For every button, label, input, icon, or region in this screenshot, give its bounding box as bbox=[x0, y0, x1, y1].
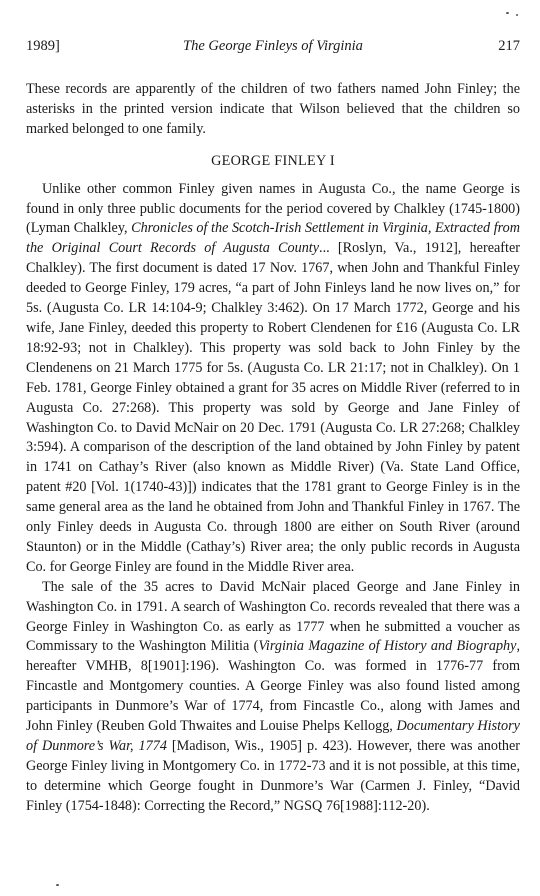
paragraph-text: Unlike other common Finley given names in Augusta Co., the name George is found in only three public documents for the period covered by Chalkley (1745-1800) (Lyman Chalkley, bbox=[26, 180, 520, 237]
book-page bbox=[26, 38, 520, 817]
page-number: 217 bbox=[498, 38, 520, 54]
body-text bbox=[26, 80, 520, 817]
scan-speck bbox=[516, 14, 518, 16]
paragraph-washington-county bbox=[26, 578, 520, 817]
intro-paragraph: These records are apparently of the children of two fathers named John Finley; the asterisks in the printed version indicate that Wilson believed that the children so marked belonged to one family. bbox=[26, 81, 520, 137]
paragraph-text: The sale of the 35 acres to David McNair placed George and Jane Finley in Washington Co. in 1791. A search of Washington Co. records revealed that there was a George Finley in Washington Co. as early as 1777 when he submitted a voucher as Commissary to the Washington Militia ( bbox=[26, 578, 520, 655]
scan-speck bbox=[56, 884, 59, 886]
running-head-title: The George Finleys of Virginia bbox=[183, 38, 363, 54]
citation-title: Documentary History of Dunmore’s War, 1774 bbox=[26, 718, 520, 754]
running-head bbox=[26, 38, 520, 60]
running-head-year: 1989] bbox=[26, 38, 60, 54]
paragraph-text: [Madison, Wis., 1905] p. 423). However, there was another George Finley living in Montgomery Co. in 1772-73 and it is not possible, at this time, to determine which George fought in Dunmore’s War (Carmen J. Finley, “David Finley (1754-1848): Correcting the Record,” NGSQ 76[1988]:112-20). bbox=[26, 738, 521, 814]
citation-title: Chronicles of the Scotch-Irish Settlement in Virginia, Extracted from the Original Court Records of Augusta County bbox=[26, 220, 520, 257]
scan-speck bbox=[506, 12, 509, 14]
paragraph-text: ... [Roslyn, Va., 1912], hereafter Chalkley). The first document is dated 17 Nov. 1767, when John and Thankful Finley deeded to George Finley, 179 acres, “a part of John Finleys land he now lives on,” for 5s. (Augusta Co. LR 14:104-9; Chalkley 3:462). On 17 March 1772, George and his wife, Jane Finley, deeded this property to Robert Clendenen for £16 (Augusta Co. LR 18:92-93; not in Chalkley). This property was sold back to John Finley by the Clendenens on 21 March 1775 for 5s. (Augusta Co. LR 21:17; not in Chalkley). On 1 Feb. 1781, George Finley obtained a grant for 35 acres on Middle River (referred to in Augusta Co. 27:268). This property was sold by George and Jane Finley of Washington Co. to David McNair on 20 Dec. 1791 (Augusta Co. LR 27:268; Chalkley 3:594). A comparison of the description of the land obtained by John Finley by patent in 1741 on Cathay’s River (also known as Middle River) (Va. State Land Office, patent #20 [Vol. 1(1740-43)]) indicates that the 1781 grant to George Finley is in the same general area as the land he obtained from John and Thankful Finley in 1767. The only Finley deeds in Augusta Co. through 1800 are either on South River (around Staunton) or in the Middle (Cathay’s) River area; the only public records in Augusta Co. for George Finley are found in the Middle River area. bbox=[26, 240, 520, 575]
paragraph-text: , hereafter VMHB, 8[1901]:196). Washington Co. was formed in 1776-77 from Fincastle and Montgomery counties. A George Finley was also found listed among participants in Dunmore’s War of 1774, from Fincastle Co., along with James and John Finley (Reuben Gold Thwaites and Louise Phelps Kellogg, bbox=[26, 638, 520, 735]
citation-title: Virginia Magazine of History and Biography bbox=[258, 638, 517, 655]
paragraph-george-finley-records bbox=[26, 180, 520, 578]
section-heading: GEORGE FINLEY I bbox=[211, 152, 335, 169]
